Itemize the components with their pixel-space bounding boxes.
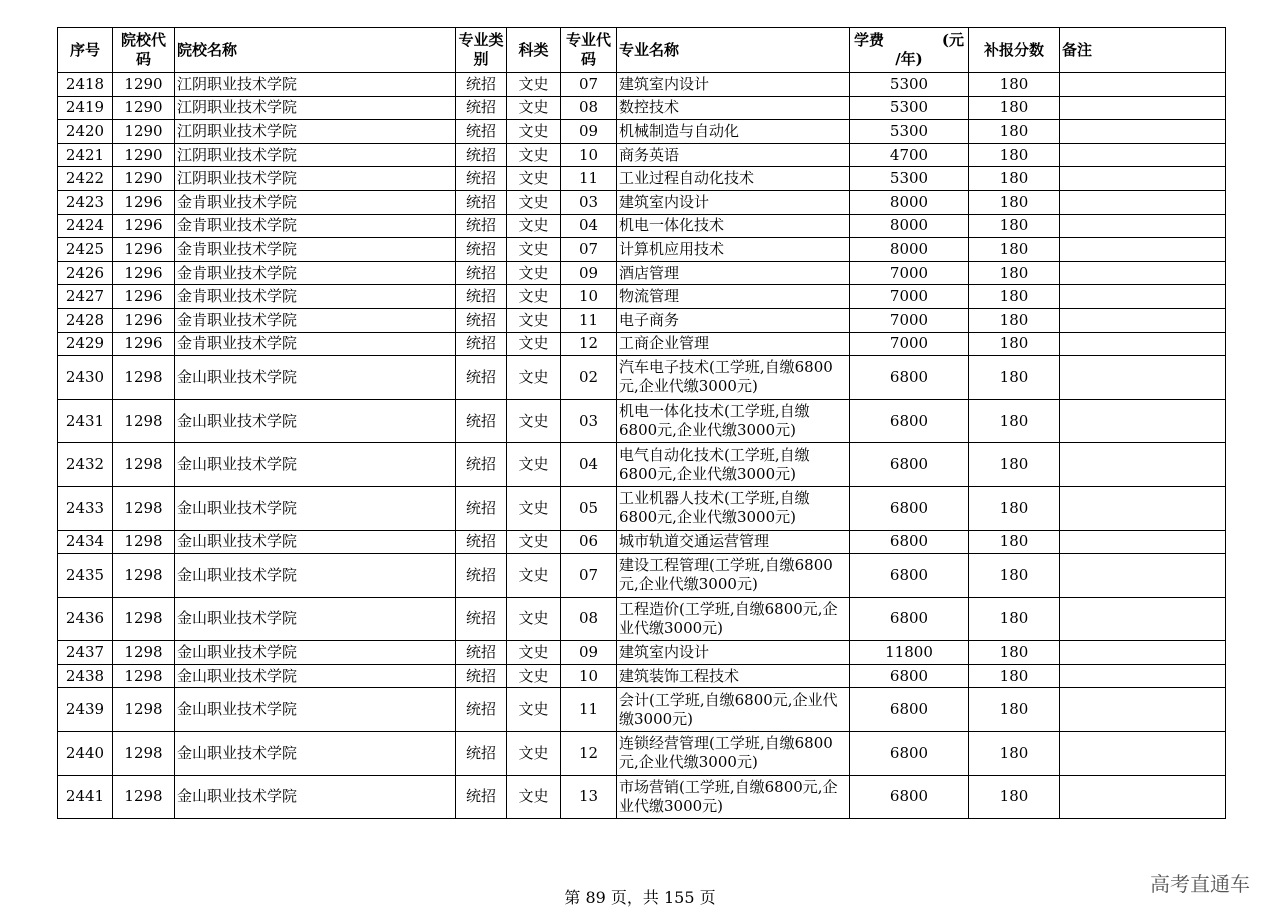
cell-subject: 文史 (507, 96, 561, 120)
cell-major-code: 07 (561, 554, 617, 598)
cell-school-name: 金山职业技术学院 (175, 775, 456, 819)
cell-subject: 文史 (507, 332, 561, 356)
cell-major-type: 统招 (456, 167, 507, 191)
cell-score: 180 (969, 332, 1060, 356)
header-row (58, 28, 1226, 73)
cell-seq: 2423 (58, 190, 113, 214)
cell-subject: 文史 (507, 73, 561, 97)
cell-school-name: 金山职业技术学院 (175, 486, 456, 530)
cell-major-code: 10 (561, 285, 617, 309)
col-school-name: 院校名称 (175, 28, 456, 73)
cell-remark (1060, 732, 1226, 776)
cell-seq: 2439 (58, 688, 113, 732)
cell-remark (1060, 120, 1226, 144)
cell-school-name: 金山职业技术学院 (175, 530, 456, 554)
cell-major-type: 统招 (456, 554, 507, 598)
cell-school-name: 金山职业技术学院 (175, 688, 456, 732)
admission-table (57, 27, 1226, 819)
cell-seq: 2427 (58, 285, 113, 309)
cell-subject: 文史 (507, 486, 561, 530)
cell-remark (1060, 443, 1226, 487)
table-row (58, 399, 1226, 443)
cell-score: 180 (969, 399, 1060, 443)
cell-major-name: 城市轨道交通运营管理 (617, 530, 850, 554)
cell-remark (1060, 143, 1226, 167)
cell-fee: 5300 (850, 73, 969, 97)
cell-major-code: 03 (561, 190, 617, 214)
cell-subject: 文史 (507, 443, 561, 487)
cell-major-type: 统招 (456, 597, 507, 641)
cell-school-code: 1298 (113, 443, 175, 487)
cell-major-code: 11 (561, 308, 617, 332)
col-major-code: 专业代码 (561, 28, 617, 73)
cell-fee: 6800 (850, 443, 969, 487)
cell-major-type: 统招 (456, 143, 507, 167)
table-row (58, 73, 1226, 97)
cell-major-code: 10 (561, 664, 617, 688)
cell-major-code: 07 (561, 73, 617, 97)
cell-remark (1060, 167, 1226, 191)
cell-subject: 文史 (507, 120, 561, 144)
cell-remark (1060, 664, 1226, 688)
cell-remark (1060, 530, 1226, 554)
cell-major-name: 连锁经营管理(工学班,自缴6800元,企业代缴3000元) (617, 732, 850, 776)
cell-subject: 文史 (507, 238, 561, 262)
cell-school-name: 金肯职业技术学院 (175, 238, 456, 262)
cell-major-code: 10 (561, 143, 617, 167)
cell-school-code: 1290 (113, 96, 175, 120)
cell-fee: 7000 (850, 261, 969, 285)
cell-school-name: 金肯职业技术学院 (175, 190, 456, 214)
cell-remark (1060, 214, 1226, 238)
cell-major-name: 机电一体化技术 (617, 214, 850, 238)
cell-school-code: 1290 (113, 143, 175, 167)
watermark: 高考直通车 (1150, 872, 1250, 896)
cell-fee: 8000 (850, 238, 969, 262)
cell-fee: 6800 (850, 530, 969, 554)
cell-major-name: 电气自动化技术(工学班,自缴6800元,企业代缴3000元) (617, 443, 850, 487)
cell-score: 180 (969, 143, 1060, 167)
cell-seq: 2432 (58, 443, 113, 487)
col-score: 补报分数 (969, 28, 1060, 73)
cell-subject: 文史 (507, 261, 561, 285)
cell-school-name: 江阴职业技术学院 (175, 120, 456, 144)
cell-major-code: 12 (561, 732, 617, 776)
cell-subject: 文史 (507, 308, 561, 332)
cell-school-name: 金山职业技术学院 (175, 356, 456, 400)
table-row (58, 332, 1226, 356)
cell-fee: 6800 (850, 399, 969, 443)
cell-major-type: 统招 (456, 443, 507, 487)
col-fee (850, 28, 969, 73)
table-row (58, 554, 1226, 598)
cell-major-code: 07 (561, 238, 617, 262)
cell-seq: 2424 (58, 214, 113, 238)
cell-major-type: 统招 (456, 664, 507, 688)
cell-subject: 文史 (507, 167, 561, 191)
cell-score: 180 (969, 443, 1060, 487)
cell-score: 180 (969, 238, 1060, 262)
table-row (58, 641, 1226, 665)
cell-remark (1060, 238, 1226, 262)
table-row (58, 486, 1226, 530)
cell-seq: 2433 (58, 486, 113, 530)
cell-major-type: 统招 (456, 238, 507, 262)
cell-fee: 6800 (850, 664, 969, 688)
cell-remark (1060, 96, 1226, 120)
table-row (58, 688, 1226, 732)
cell-fee: 6800 (850, 486, 969, 530)
table-row (58, 96, 1226, 120)
cell-major-code: 11 (561, 167, 617, 191)
col-major-type: 专业类别 (456, 28, 507, 73)
cell-score: 180 (969, 190, 1060, 214)
cell-seq: 2435 (58, 554, 113, 598)
cell-score: 180 (969, 664, 1060, 688)
cell-remark (1060, 688, 1226, 732)
cell-school-code: 1298 (113, 530, 175, 554)
cell-fee: 5300 (850, 167, 969, 191)
cell-school-code: 1298 (113, 775, 175, 819)
col-seq: 序号 (58, 28, 113, 73)
cell-fee: 7000 (850, 308, 969, 332)
cell-major-code: 08 (561, 96, 617, 120)
cell-school-code: 1298 (113, 641, 175, 665)
cell-school-name: 金肯职业技术学院 (175, 261, 456, 285)
cell-remark (1060, 486, 1226, 530)
cell-subject: 文史 (507, 732, 561, 776)
table-row (58, 261, 1226, 285)
cell-major-type: 统招 (456, 530, 507, 554)
cell-major-type: 统招 (456, 308, 507, 332)
table-row (58, 443, 1226, 487)
cell-seq: 2436 (58, 597, 113, 641)
cell-fee: 8000 (850, 190, 969, 214)
cell-major-type: 统招 (456, 775, 507, 819)
cell-school-code: 1298 (113, 399, 175, 443)
cell-subject: 文史 (507, 688, 561, 732)
cell-score: 180 (969, 554, 1060, 598)
cell-major-type: 统招 (456, 332, 507, 356)
cell-fee: 6800 (850, 597, 969, 641)
fee-unit-b: /年) (895, 50, 923, 68)
cell-subject: 文史 (507, 554, 561, 598)
cell-major-code: 04 (561, 214, 617, 238)
cell-school-code: 1298 (113, 554, 175, 598)
cell-school-name: 江阴职业技术学院 (175, 96, 456, 120)
cell-major-name: 工程造价(工学班,自缴6800元,企业代缴3000元) (617, 597, 850, 641)
cell-major-code: 11 (561, 688, 617, 732)
cell-score: 180 (969, 167, 1060, 191)
cell-fee: 7000 (850, 285, 969, 309)
cell-major-code: 08 (561, 597, 617, 641)
table-row (58, 285, 1226, 309)
cell-subject: 文史 (507, 399, 561, 443)
cell-major-name: 酒店管理 (617, 261, 850, 285)
cell-remark (1060, 356, 1226, 400)
cell-school-code: 1296 (113, 261, 175, 285)
cell-score: 180 (969, 261, 1060, 285)
cell-school-code: 1298 (113, 732, 175, 776)
cell-fee: 6800 (850, 554, 969, 598)
cell-major-type: 统招 (456, 214, 507, 238)
cell-major-name: 机电一体化技术(工学班,自缴6800元,企业代缴3000元) (617, 399, 850, 443)
cell-seq: 2431 (58, 399, 113, 443)
cell-remark (1060, 332, 1226, 356)
cell-fee: 6800 (850, 688, 969, 732)
table-row (58, 308, 1226, 332)
col-remark: 备注 (1060, 28, 1226, 73)
cell-major-code: 13 (561, 775, 617, 819)
cell-seq: 2430 (58, 356, 113, 400)
cell-major-name: 数控技术 (617, 96, 850, 120)
cell-school-name: 金山职业技术学院 (175, 399, 456, 443)
cell-major-name: 商务英语 (617, 143, 850, 167)
cell-major-type: 统招 (456, 399, 507, 443)
cell-fee: 4700 (850, 143, 969, 167)
cell-major-name: 会计(工学班,自缴6800元,企业代缴3000元) (617, 688, 850, 732)
cell-seq: 2434 (58, 530, 113, 554)
col-subject: 科类 (507, 28, 561, 73)
cell-school-name: 金山职业技术学院 (175, 443, 456, 487)
cell-major-code: 06 (561, 530, 617, 554)
page-number: 第 89 页，共 155 页 (564, 888, 716, 907)
cell-major-code: 09 (561, 261, 617, 285)
cell-score: 180 (969, 120, 1060, 144)
cell-school-name: 江阴职业技术学院 (175, 73, 456, 97)
cell-major-name: 建筑室内设计 (617, 641, 850, 665)
cell-school-name: 金山职业技术学院 (175, 664, 456, 688)
cell-major-name: 物流管理 (617, 285, 850, 309)
fee-label: 学费 (854, 31, 885, 49)
cell-major-name: 工业机器人技术(工学班,自缴6800元,企业代缴3000元) (617, 486, 850, 530)
cell-remark (1060, 308, 1226, 332)
table-row (58, 120, 1226, 144)
cell-school-code: 1296 (113, 238, 175, 262)
cell-seq: 2426 (58, 261, 113, 285)
cell-major-code: 04 (561, 443, 617, 487)
cell-school-code: 1298 (113, 597, 175, 641)
cell-major-type: 统招 (456, 486, 507, 530)
cell-major-code: 09 (561, 641, 617, 665)
cell-seq: 2438 (58, 664, 113, 688)
cell-subject: 文史 (507, 143, 561, 167)
cell-major-type: 统招 (456, 688, 507, 732)
cell-major-name: 电子商务 (617, 308, 850, 332)
table-body (58, 73, 1226, 819)
cell-subject: 文史 (507, 641, 561, 665)
cell-seq: 2437 (58, 641, 113, 665)
cell-fee: 7000 (850, 332, 969, 356)
cell-remark (1060, 554, 1226, 598)
cell-subject: 文史 (507, 285, 561, 309)
cell-fee: 5300 (850, 120, 969, 144)
cell-major-name: 建筑室内设计 (617, 190, 850, 214)
cell-school-name: 金山职业技术学院 (175, 641, 456, 665)
cell-fee: 6800 (850, 775, 969, 819)
cell-seq: 2428 (58, 308, 113, 332)
cell-major-type: 统招 (456, 96, 507, 120)
cell-school-code: 1296 (113, 285, 175, 309)
cell-major-type: 统招 (456, 73, 507, 97)
table-row (58, 143, 1226, 167)
cell-school-code: 1290 (113, 167, 175, 191)
cell-major-type: 统招 (456, 285, 507, 309)
cell-seq: 2421 (58, 143, 113, 167)
cell-major-name: 汽车电子技术(工学班,自缴6800元,企业代缴3000元) (617, 356, 850, 400)
cell-subject: 文史 (507, 597, 561, 641)
cell-subject: 文史 (507, 775, 561, 819)
cell-school-name: 金山职业技术学院 (175, 732, 456, 776)
col-school-code: 院校代码 (113, 28, 175, 73)
cell-major-type: 统招 (456, 120, 507, 144)
table-row (58, 214, 1226, 238)
cell-subject: 文史 (507, 190, 561, 214)
cell-school-code: 1290 (113, 73, 175, 97)
cell-major-name: 工商企业管理 (617, 332, 850, 356)
cell-remark (1060, 285, 1226, 309)
cell-major-code: 03 (561, 399, 617, 443)
cell-major-type: 统招 (456, 190, 507, 214)
cell-score: 180 (969, 214, 1060, 238)
table-row (58, 190, 1226, 214)
cell-school-name: 金肯职业技术学院 (175, 308, 456, 332)
cell-score: 180 (969, 641, 1060, 665)
cell-school-name: 江阴职业技术学院 (175, 167, 456, 191)
cell-major-code: 12 (561, 332, 617, 356)
table-row (58, 664, 1226, 688)
cell-subject: 文史 (507, 530, 561, 554)
cell-score: 180 (969, 775, 1060, 819)
fee-unit-a: (元 (941, 31, 964, 49)
cell-seq: 2420 (58, 120, 113, 144)
cell-seq: 2440 (58, 732, 113, 776)
cell-subject: 文史 (507, 214, 561, 238)
cell-school-name: 金山职业技术学院 (175, 554, 456, 598)
cell-score: 180 (969, 486, 1060, 530)
cell-school-code: 1298 (113, 486, 175, 530)
cell-seq: 2418 (58, 73, 113, 97)
cell-major-name: 建筑装饰工程技术 (617, 664, 850, 688)
table-row (58, 732, 1226, 776)
cell-school-name: 金山职业技术学院 (175, 597, 456, 641)
cell-fee: 8000 (850, 214, 969, 238)
cell-fee: 6800 (850, 732, 969, 776)
cell-score: 180 (969, 73, 1060, 97)
cell-score: 180 (969, 308, 1060, 332)
cell-score: 180 (969, 688, 1060, 732)
cell-fee: 11800 (850, 641, 969, 665)
cell-remark (1060, 261, 1226, 285)
cell-school-name: 金肯职业技术学院 (175, 332, 456, 356)
col-major-name: 专业名称 (617, 28, 850, 73)
cell-school-code: 1296 (113, 190, 175, 214)
cell-school-name: 金肯职业技术学院 (175, 214, 456, 238)
cell-school-name: 金肯职业技术学院 (175, 285, 456, 309)
cell-remark (1060, 597, 1226, 641)
cell-major-name: 工业过程自动化技术 (617, 167, 850, 191)
cell-fee: 6800 (850, 356, 969, 400)
cell-seq: 2441 (58, 775, 113, 819)
cell-major-name: 市场营销(工学班,自缴6800元,企业代缴3000元) (617, 775, 850, 819)
cell-score: 180 (969, 597, 1060, 641)
cell-remark (1060, 775, 1226, 819)
cell-score: 180 (969, 96, 1060, 120)
cell-seq: 2422 (58, 167, 113, 191)
cell-major-name: 建筑室内设计 (617, 73, 850, 97)
table-row (58, 238, 1226, 262)
cell-score: 180 (969, 356, 1060, 400)
cell-school-code: 1290 (113, 120, 175, 144)
table-row (58, 530, 1226, 554)
table-row (58, 597, 1226, 641)
cell-seq: 2429 (58, 332, 113, 356)
cell-score: 180 (969, 285, 1060, 309)
cell-major-type: 统招 (456, 732, 507, 776)
cell-major-type: 统招 (456, 641, 507, 665)
cell-remark (1060, 641, 1226, 665)
cell-school-code: 1296 (113, 308, 175, 332)
table-row (58, 775, 1226, 819)
table-row (58, 167, 1226, 191)
cell-score: 180 (969, 530, 1060, 554)
cell-school-code: 1298 (113, 356, 175, 400)
cell-major-code: 05 (561, 486, 617, 530)
cell-subject: 文史 (507, 356, 561, 400)
cell-major-name: 建设工程管理(工学班,自缴6800元,企业代缴3000元) (617, 554, 850, 598)
table-row (58, 356, 1226, 400)
cell-score: 180 (969, 732, 1060, 776)
cell-remark (1060, 190, 1226, 214)
cell-school-code: 1298 (113, 664, 175, 688)
cell-subject: 文史 (507, 664, 561, 688)
cell-seq: 2425 (58, 238, 113, 262)
cell-school-name: 江阴职业技术学院 (175, 143, 456, 167)
cell-seq: 2419 (58, 96, 113, 120)
cell-school-code: 1296 (113, 332, 175, 356)
cell-major-code: 09 (561, 120, 617, 144)
cell-school-code: 1298 (113, 688, 175, 732)
cell-school-code: 1296 (113, 214, 175, 238)
cell-remark (1060, 73, 1226, 97)
cell-remark (1060, 399, 1226, 443)
cell-major-name: 机械制造与自动化 (617, 120, 850, 144)
cell-major-name: 计算机应用技术 (617, 238, 850, 262)
cell-major-type: 统招 (456, 356, 507, 400)
cell-fee: 5300 (850, 96, 969, 120)
cell-major-type: 统招 (456, 261, 507, 285)
cell-major-code: 02 (561, 356, 617, 400)
